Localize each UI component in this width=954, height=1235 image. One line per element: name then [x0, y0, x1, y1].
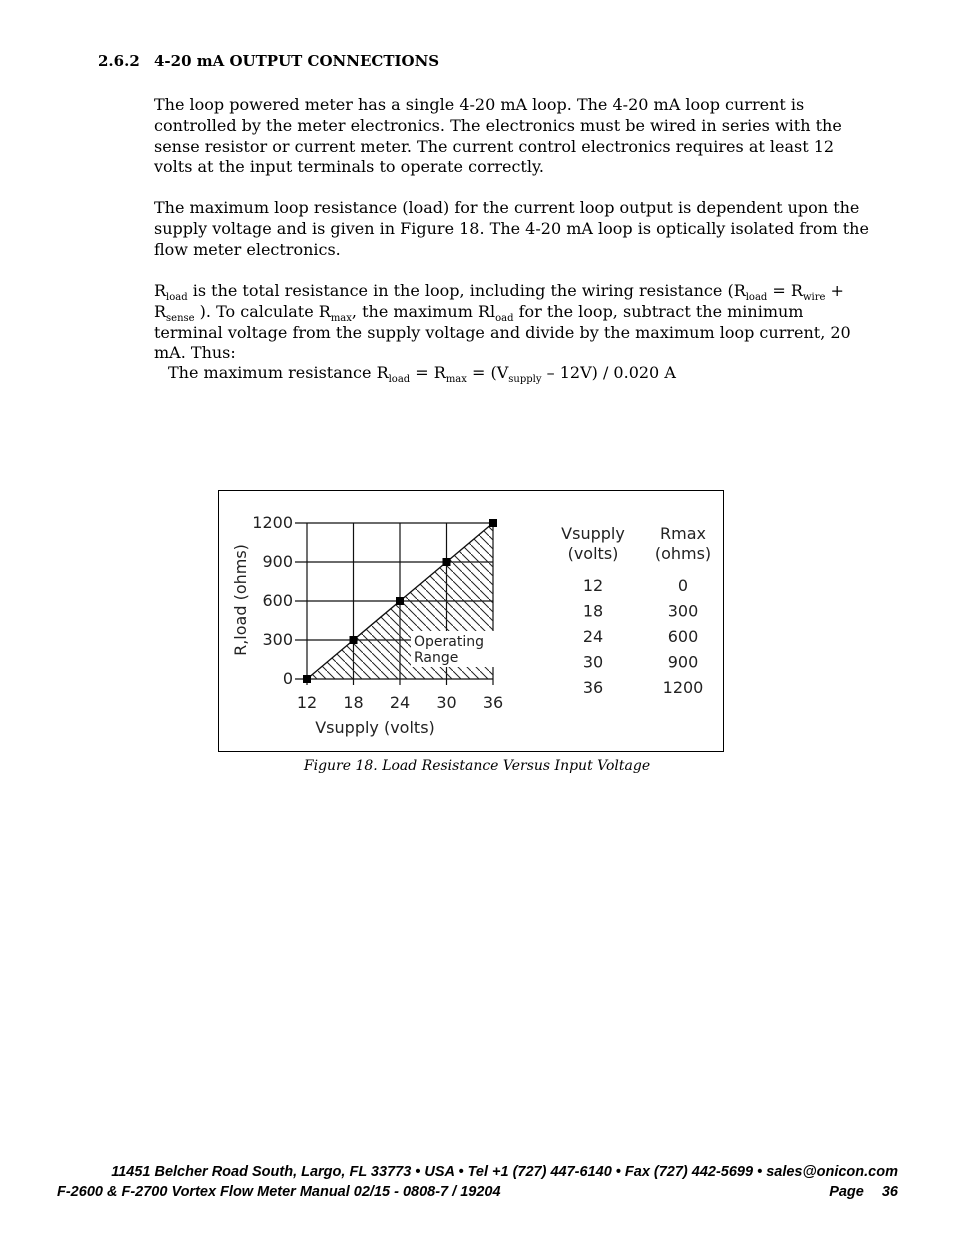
table-header-volts: (volts) — [567, 544, 619, 563]
footer-manual-line — [57, 1184, 898, 1200]
table-cell-vsupply: 36 — [582, 678, 604, 697]
footer-page-label: Page — [829, 1184, 864, 1200]
x-axis-label: Vsupply (volts) — [315, 718, 435, 737]
x-tick-label: 30 — [436, 693, 457, 712]
data-point-marker — [303, 675, 311, 683]
y-tick-label: 300 — [262, 630, 293, 649]
operating-range-label-line1: Operating — [414, 634, 484, 650]
table-header-rmax: Rmax — [660, 524, 706, 543]
table-cell-rmax: 1200 — [662, 678, 704, 697]
table-cell-vsupply: 18 — [582, 601, 604, 621]
footer-manual-title: F-2600 & F-2700 Vortex Flow Meter Manual 02/15 - 0808-7 / 19204 — [57, 1184, 501, 1200]
footer-page — [829, 1184, 898, 1200]
y-tick-label: 1200 — [252, 513, 293, 532]
paragraph-rload-definition: $R_{load}$ is the total resistance in the loop, including the wiring resistance ($R_{load} = R_{wire} + R_{sense}$ ). To calculate $R_{max}$, the maximum $Rl_{oad}$ for the loop, subtract the minimum terminal voltage from the supply voltage and divide by the maximum loop current, 20 mA. Thus: — [154, 281, 851, 363]
figure-caption: Figure 18. Load Resistance Versus Input Voltage — [303, 758, 651, 774]
section-heading — [98, 52, 439, 70]
y-tick-label: 900 — [262, 552, 293, 571]
load-resistance-chart — [219, 491, 723, 751]
data-point-marker — [443, 558, 451, 566]
data-point-marker — [396, 597, 404, 605]
table-cell-rmax: 0 — [677, 576, 689, 595]
x-tick-label: 12 — [296, 693, 318, 712]
data-point-marker — [489, 519, 497, 527]
table-cell-rmax: 900 — [667, 652, 699, 672]
operating-range-label-line2: Range — [414, 650, 459, 666]
footer-address: 11451 Belcher Road South, Largo, FL 33773 • USA • Tel +1 (727) 447-6140 • Fax (727) 442-5699 • sales@onicon.com — [111, 1164, 898, 1180]
y-tick-label: 600 — [262, 591, 293, 610]
section-title: 4-20 mA OUTPUT CONNECTIONS — [154, 52, 440, 70]
voltage-resistance-table — [561, 524, 711, 697]
table-header-vsupply: Vsupply — [561, 524, 625, 543]
data-point-marker — [350, 636, 358, 644]
table-cell-vsupply: 24 — [582, 627, 604, 646]
table-cell-rmax: 300 — [667, 601, 699, 621]
table-cell-vsupply: 30 — [582, 652, 604, 672]
y-axis-label: R,load (ohms) — [231, 544, 250, 656]
section-number: 2.6.2 — [98, 52, 140, 70]
table-cell-rmax: 600 — [667, 627, 699, 646]
max-resistance-formula: The maximum resistance $R_{load} = R_{max} = (V_{supply} - 12V) / 0.020$ A — [168, 363, 676, 385]
table-header-ohms: (ohms) — [654, 544, 712, 563]
y-tick-label: 0 — [282, 669, 293, 688]
x-tick-label: 24 — [389, 693, 411, 712]
footer-page-number: 36 — [881, 1184, 898, 1200]
paragraph-loop-powered: The loop powered meter has a single 4-20 mA loop. The 4-20 mA loop current is controlled by the meter electronics. The electronics must be wired in series with the sense resistor or current meter. The current control electronics requires at least 12 volts at the input terminals to operate correctly. — [154, 95, 842, 177]
figure-load-resistance — [218, 490, 724, 752]
paragraph-max-loop-resistance: The maximum loop resistance (load) for the current loop output is dependent upon the supply voltage and is given in Figure 18. The 4-20 mA loop is optically isolated from the flow meter electronics. — [154, 198, 869, 259]
x-tick-label: 36 — [482, 693, 504, 712]
x-tick-label: 18 — [343, 693, 364, 712]
table-cell-vsupply: 12 — [582, 576, 604, 595]
